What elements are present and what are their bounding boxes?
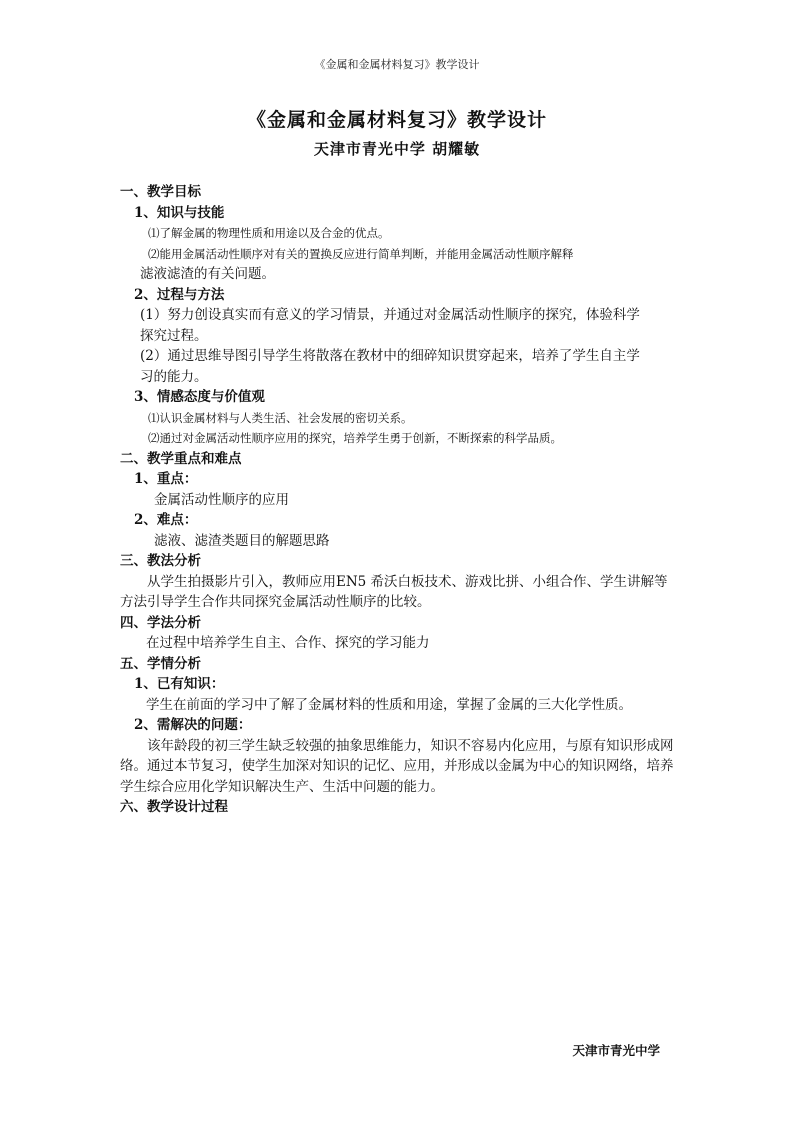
difficulty-text: 滤液、滤渣类题目的解题思路	[154, 532, 330, 549]
list-item: ⑴认识金属材料与人类生活、社会发展的密切关系。	[148, 410, 413, 425]
list-item-continuation: 习的能力。	[140, 368, 208, 385]
footer-school: 天津市青光中学	[572, 1043, 660, 1058]
section-heading-key-points: 二、教学重点和难点	[120, 450, 242, 467]
problem-paragraph: 该年龄段的初三学生缺乏较强的抽象思维能力，知识不容易内化应用，与原有知识形成网络。通过本节复习，使学生加深对知识的记忆、应用，并形成以金属为中心的知识网络，培养学生综合应用化学知识解决生产、生活中问题的能力。	[120, 737, 674, 795]
subheading-knowledge-skills: 1、知识与技能	[134, 204, 225, 221]
prior-knowledge-text: 学生在前面的学习中了解了金属材料的性质和用途，掌握了金属的三大化学性质。	[146, 696, 632, 713]
list-item: ⑵能用金属活动性顺序对有关的置换反应进行简单判断，并能用金属活动性顺序解释	[148, 246, 574, 261]
document-title: 《金属和金属材料复习》教学设计	[246, 109, 547, 131]
author-line: 天津市青光中学 胡耀敏	[313, 140, 481, 158]
section-heading-teaching-method: 三、教法分析	[120, 553, 201, 569]
list-item: ⑴了解金属的物理性质和用途以及合金的优点。	[148, 226, 390, 240]
running-header: 《金属和金属材料复习》教学设计	[314, 58, 480, 71]
teaching-method-paragraph: 从学生拍摄影片引入，教师应用EN5 希沃白板技术、游戏比拼、小组合作、学生讲解等方法引导学生合作共同探究金属活动性顺序的比较。	[120, 573, 668, 610]
section-heading-student-analysis: 五、学情分析	[120, 655, 201, 672]
key-point-label: 1、重点：	[134, 471, 198, 487]
section-heading-design-process: 六、教学设计过程	[120, 799, 228, 815]
prior-knowledge-label: 1、已有知识：	[134, 676, 225, 692]
problem-label: 2、需解决的问题：	[134, 717, 252, 733]
document-body	[120, 182, 680, 818]
list-item: (1）努力创设真实而有意义的学习情景，并通过对金属活动性顺序的探究，体验科学	[140, 307, 640, 323]
list-item: ⑵通过对金属活动性顺序应用的探究，培养学生勇于创新，不断探索的科学品质。	[148, 431, 562, 445]
subheading-attitudes-values: 3、情感态度与价值观	[134, 389, 265, 405]
list-item: (2）通过思维导图引导学生将散落在教材中的细碎知识贯穿起来，培养了学生自主学	[140, 348, 640, 364]
subheading-process-methods: 2、过程与方法	[134, 286, 225, 303]
key-point-text: 金属活动性顺序的应用	[154, 491, 289, 508]
list-item-continuation: 滤液滤渣的有关问题。	[140, 266, 275, 282]
list-item-continuation: 探究过程。	[140, 327, 208, 344]
section-heading-objectives: 一、教学目标	[120, 184, 201, 200]
section-heading-learning-method: 四、学法分析	[120, 614, 201, 631]
learning-method-text: 在过程中培养学生自主、合作、探究的学习能力	[146, 635, 430, 651]
difficulty-label: 2、难点：	[134, 512, 198, 528]
